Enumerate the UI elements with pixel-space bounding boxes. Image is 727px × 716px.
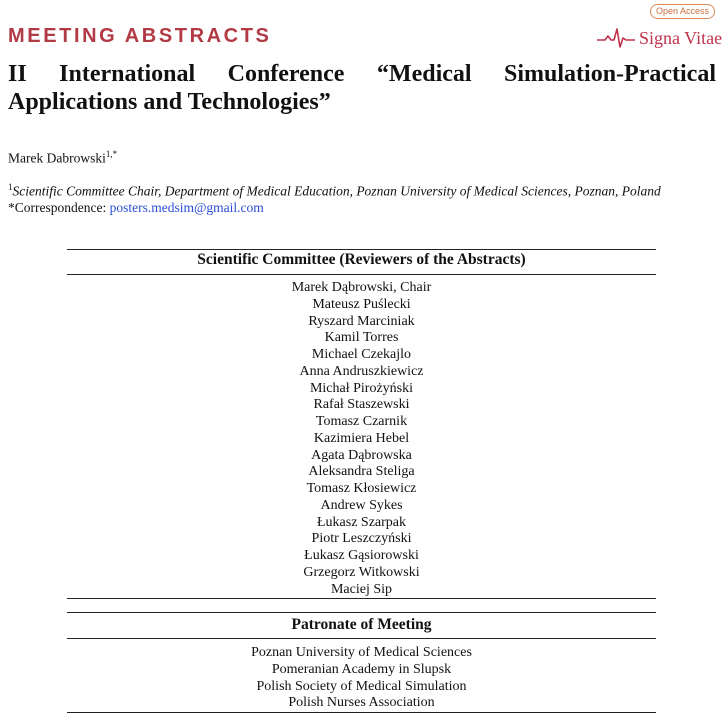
list-item: Tomasz Kłosiewicz — [306, 481, 417, 496]
list-item: Poznan University of Medical Sciences — [251, 645, 472, 660]
section-label: MEETING ABSTRACTS — [8, 25, 272, 47]
list-item: Tomasz Czarnik — [315, 414, 408, 429]
list-item: Mateusz Puślecki — [312, 296, 411, 312]
list-item: Maciej Sip — [330, 581, 393, 597]
list-item: Grzegorz Witkowski — [303, 564, 420, 580]
committee-bottom-rule — [67, 598, 656, 599]
open-access-badge: Open Access — [650, 4, 715, 19]
affiliation — [8, 182, 661, 200]
author-name: Marek Dabrowski — [8, 150, 106, 166]
correspondence-email-link[interactable]: posters.medsim@gmail.com — [109, 200, 264, 215]
patronate-header-rule — [67, 638, 656, 639]
affiliation-text: Scientific Committee Chair, Department of Medical Education, Poznan University of Medical Sciences, Poznan, Poland — [12, 183, 661, 199]
title-word: Conference — [227, 61, 345, 87]
title-line-1 — [8, 60, 716, 88]
committee-heading: Scientific Committee (Reviewers of the Abstracts) — [197, 251, 526, 268]
list-item: Andrew Sykes — [320, 497, 403, 513]
list-item: Anna Andruszkiewicz — [299, 363, 424, 379]
patronate-list — [67, 645, 656, 712]
list-item: Rafał Staszewski — [313, 397, 410, 413]
title-word: Simulation-Practical — [504, 61, 716, 87]
list-item: Marek Dąbrowski, Chair — [291, 280, 432, 295]
list-item: Łukasz Szarpak — [316, 514, 407, 530]
list-item: Polish Society of Medical Simulation — [256, 678, 467, 694]
committee-header-rule — [67, 274, 656, 275]
affiliation-sup: 1 — [8, 182, 13, 192]
list-item: Łukasz Gąsiorowski — [304, 548, 419, 563]
patronate-bottom-rule — [67, 712, 656, 713]
title-word: International — [59, 61, 196, 87]
article-title — [8, 60, 716, 116]
list-item: Kamil Torres — [324, 330, 399, 346]
table-top-rule — [67, 249, 656, 250]
journal-logo — [597, 27, 722, 49]
list-item: Aleksandra Steliga — [308, 464, 415, 480]
heartbeat-icon — [597, 27, 635, 49]
list-item: Michael Czekajlo — [311, 347, 412, 362]
author-sup: 1,* — [105, 149, 118, 159]
list-item: Kazimiera Hebel — [313, 430, 410, 446]
list-item: Piotr Leszczyński — [311, 531, 412, 547]
patronate-heading: Patronate of Meeting — [291, 616, 432, 633]
list-item: Michał Pirożyński — [309, 380, 414, 396]
author — [8, 149, 117, 167]
title-line-2: Applications and Technologies” — [8, 89, 331, 115]
list-item: Ryszard Marciniak — [308, 313, 415, 329]
correspondence-label: *Correspondence: — [8, 200, 110, 215]
list-item: Agata Dąbrowska — [311, 447, 412, 463]
list-item: Pomeranian Academy in Slupsk — [271, 661, 452, 677]
title-word: II — [8, 61, 27, 87]
correspondence — [8, 200, 264, 216]
journal-name: Signa Vitae — [639, 27, 723, 48]
list-item: Polish Nurses Association — [288, 695, 435, 711]
title-word: “Medical — [376, 61, 472, 87]
committee-list — [67, 280, 656, 598]
patronate-top-rule — [67, 612, 656, 613]
